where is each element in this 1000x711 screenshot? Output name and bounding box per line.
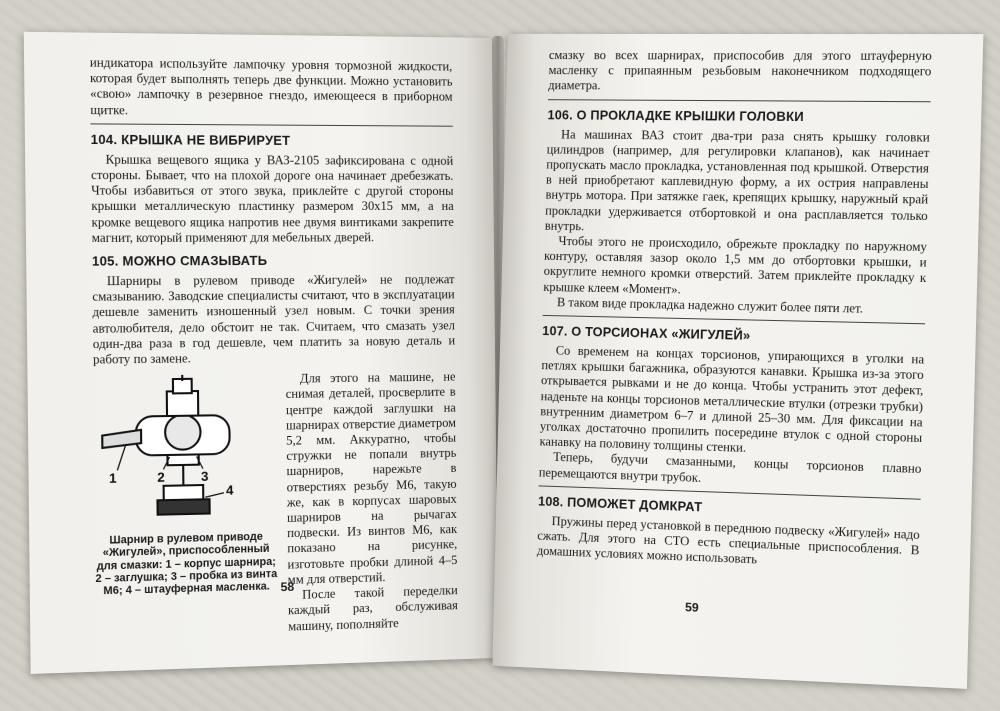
section-108-title: 108. ПОМОЖЕТ ДОМКРАТ xyxy=(537,494,703,515)
left-page-content xyxy=(90,55,458,640)
left-page xyxy=(24,32,498,674)
page-number-left: 58 xyxy=(280,579,295,595)
left-top-paragraph: индикатора используйте лампочку уровня тормозной жидкости, которая будет выполнять теперь две функции. Можно установить «свою» лампочку в резервное гнездо, имеющееся в приборном щитке. xyxy=(89,55,453,118)
section-107-title: 107. О ТОРСИОНАХ «ЖИГУЛЕЙ» xyxy=(542,323,751,343)
right-page-content xyxy=(537,48,932,575)
section-104-title: 104. КРЫШКА НЕ ВИБРИРУЕТ xyxy=(90,132,291,148)
section-106-title: 106. О ПРОКЛАДКЕ КРЫШКИ ГОЛОВКИ xyxy=(547,107,805,124)
section-107-text-2: Теперь, будучи смазанными, концы торсионов плавно перемещаются внутри трубок. xyxy=(538,450,922,485)
section-104-text: Крышка вещевого ящика у ВАЗ-2105 зафиксирована с одной стороны. Бывает, что на плохой дороге она начинает дребезжать. Чтобы избавиться от этого звука, приклейте с другой стороны крышки металлическую пластинку размером 30х15 мм, а на кромке вещевого ящика напротив нее двумя винтиками закрепите магнит, который применяют для мебельных дверей. xyxy=(90,152,454,245)
section-divider xyxy=(548,99,931,102)
section-105-title: 105. МОЖНО СМАЗЫВАТЬ xyxy=(91,253,268,269)
figure-column xyxy=(93,372,278,641)
section-106-text-3: В таком виде прокладка надежно служит более пяти лет. xyxy=(556,294,864,316)
right-top-paragraph: смазку во всех шарнирах, приспособив для этого штауферную масленку с припаянным резьбовым наконечником подходящего диаметра. xyxy=(548,47,932,93)
figure-caption: Шарнир в рулевом приводе «Жигулей», приспособленный для смазки: 1 – корпус шарнира; 2 – заглушка; 3 – пробка из винта М6; 4 – штауферная масленка. xyxy=(95,530,278,598)
figure-label-1: 1 xyxy=(108,470,117,487)
figure-label-2: 2 xyxy=(157,469,165,486)
right-page xyxy=(492,34,983,689)
figure-label-4: 4 xyxy=(225,482,234,499)
section-106-text-2: Чтобы этого не происходило, обрежьте прокладку по наружному контуру, оставляя зазор около 1,5 мм до отбортовки крышки, и округлите немного кромки отверстий. Затем приклейте прокладку к крышке клеем «Момент». xyxy=(543,233,928,297)
section-106-text-1: На машинах ВАЗ стоит два-три раза снять крышку головки цилиндров (например, для регулировки клапанов), как начинает пропускать масло прокладка, установленная под крышкой. Отверстия в ней приобретают каплевидную форму, а их острия направлены внутрь мотора. При затяжке гаек, крепящих крышку, наружный край прокладки удерживается отбортовкой и она расплавляется только внутрь. xyxy=(544,127,930,234)
section-107-text-1: Со временем на концах торсионов, упирающихся в уголки на петлях крышки багажника, образуются канавки. Крышка из-за этого открывается рывками и не до конца. Чтобы устранить этот дефект, наденьте на концы торсионов металлические втулки (отрезки трубки) внутренним диаметром 6–7 и длиной 25–30 мм. Для фиксации на уголках достаточно пропилить посередине втулок с одной стороны канавку на половину толщины стенки. xyxy=(539,343,925,456)
figure-side-text xyxy=(285,370,458,635)
figure-row xyxy=(93,370,458,641)
section-divider xyxy=(90,123,452,126)
steering-joint-figure xyxy=(93,372,277,529)
section-108-text: Пружины перед установкой в переднюю подвеску «Жигулей» надо сжать. Для этого на СТО есть специальные приспособления. В домашних условиях можно использовать xyxy=(536,513,920,567)
figure-label-3: 3 xyxy=(200,468,209,485)
section-105-text-2: Для этого на машине, не снимая деталей, просверлите в центре каждой заглушки на шарнирах отверстие диаметром 5,2 мм. Аккуратно, чтобы стружки не попали внутрь шарниров, нарежьте в отверстиях резьбу М6, такую же, как в корпусах шаровых шарниров на рычагах подвески. Из винтов М6, как показано на рисунке, изготовьте пробки длиной 4–5 мм для отверстий. xyxy=(285,369,458,587)
page-number-right: 59 xyxy=(684,600,699,615)
section-105-text-3: После такой переделки каждый раз, обслуживая машину, пополняйте xyxy=(287,583,458,634)
section-105-text-1: Шарниры в рулевом приводе «Жигулей» не подлежат смазыванию. Заводские специалисты считают, что в эксплуатации дешевле заменить изношенный узел новым. С точки зрения автолюбителя, дело обстоит не так. Считаем, что смазать узел один-два раза в год дешевле, чем платить за новую деталь и работу по замене. xyxy=(92,272,456,367)
